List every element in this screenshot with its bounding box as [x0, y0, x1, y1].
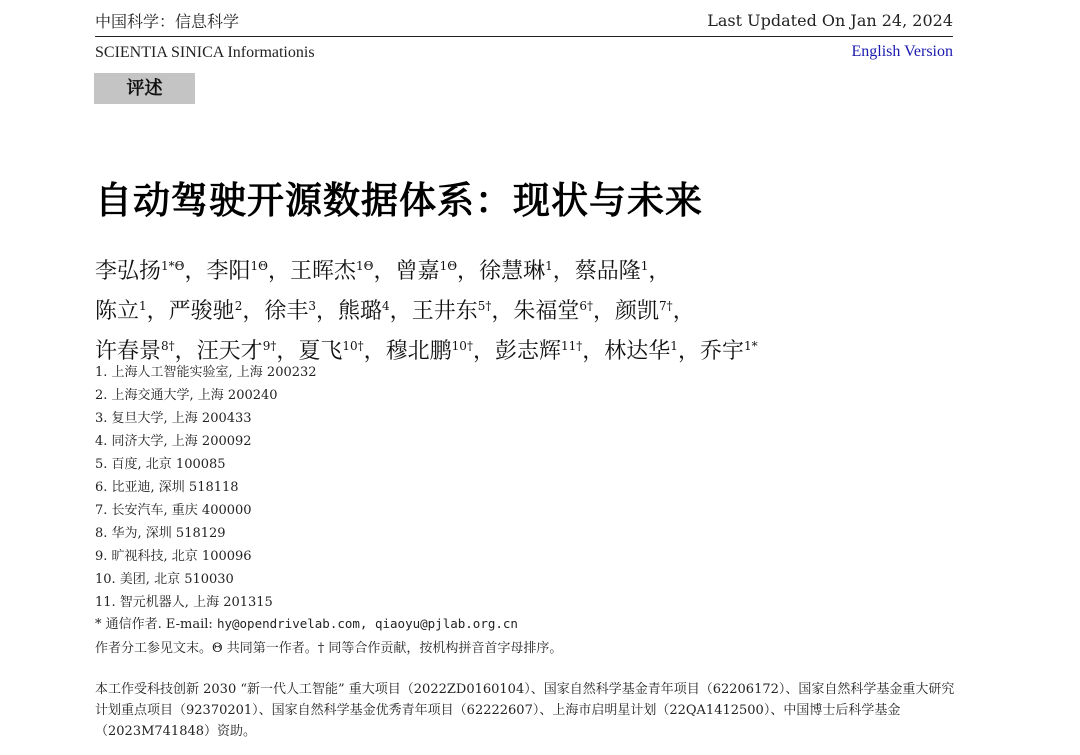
- author-affil-mark: 8†: [161, 339, 175, 353]
- corresponding-emails[interactable]: hy@opendrivelab.com, qiaoyu@pjlab.org.cn: [216, 616, 518, 631]
- affiliation-item: 5. 百度, 北京 100085: [95, 457, 226, 472]
- author-separator: ，: [389, 299, 412, 324]
- author-affil-mark: 11†: [560, 339, 583, 353]
- corresponding-author-note: [95, 613, 518, 632]
- journal-name-cn: 中国科学：信息科学: [95, 12, 240, 31]
- author-separator: ，: [316, 299, 339, 324]
- author-separator: ，: [268, 259, 291, 284]
- author-affil-mark: 2: [234, 299, 243, 313]
- affiliation-item: 8. 华为, 深圳 518129: [95, 526, 226, 541]
- author-affil-mark: 4: [382, 299, 390, 313]
- affiliation-item: 3. 复旦大学, 上海 200433: [95, 411, 252, 426]
- author-name: 严骏驰: [168, 299, 235, 324]
- affiliation-item: 10. 美团, 北京 510030: [95, 572, 234, 587]
- affiliation-item: 4. 同济大学, 上海 200092: [95, 434, 252, 449]
- affiliation-item: 2. 上海交通大学, 上海 200240: [95, 388, 278, 403]
- paper-title: 自动驾驶开源数据体系：现状与未来: [95, 179, 703, 222]
- author-affil-mark: 1: [640, 259, 649, 273]
- author-affil-mark: 1Θ: [356, 259, 374, 273]
- author-separator: ，: [242, 299, 265, 324]
- author-separator: ，: [672, 299, 695, 324]
- author-separator: ，: [677, 339, 700, 364]
- author-affil-mark: 1*Θ: [161, 259, 185, 273]
- author-separator: ，: [472, 339, 495, 364]
- author-name: 王井东: [411, 299, 478, 324]
- author-affil-mark: 5†: [477, 299, 492, 313]
- author-name: 夏飞: [298, 339, 343, 364]
- author-separator: ，: [582, 339, 605, 364]
- author-name: 蔡品隆: [574, 259, 641, 284]
- author-name: 汪天才: [196, 339, 263, 364]
- author-line: [95, 249, 758, 289]
- author-name: 徐丰: [264, 299, 309, 324]
- author-separator: ，: [184, 259, 207, 284]
- author-name: 乔宇: [699, 339, 744, 364]
- author-name: 王晖杰: [290, 259, 357, 284]
- author-name: 颜凯: [615, 299, 660, 324]
- author-separator: ，: [552, 259, 575, 284]
- author-separator: ，: [491, 299, 514, 324]
- last-updated: Last Updated On Jan 24, 2024: [707, 11, 953, 30]
- author-separator: ，: [174, 339, 197, 364]
- contribution-note: 作者分工参见文末。Θ 共同第一作者。† 同等合作贡献，按机构拼音首字母排序。: [95, 641, 563, 656]
- author-separator: ，: [593, 299, 616, 324]
- journal-name-en: SCIENTIA SINICA Informationis: [95, 44, 315, 61]
- affiliation-item: 7. 长安汽车, 重庆 400000: [95, 503, 252, 518]
- author-name: 朱福堂: [513, 299, 580, 324]
- header-rule: [95, 36, 953, 37]
- author-affil-mark: 1: [139, 299, 147, 313]
- author-name: 彭志辉: [494, 339, 561, 364]
- author-name: 林达华: [604, 339, 671, 364]
- author-line: [95, 289, 758, 329]
- author-name: 李阳: [206, 259, 251, 284]
- author-affil-mark: 1*: [743, 339, 758, 353]
- author-affil-mark: 9†: [262, 339, 277, 353]
- author-name: 徐慧琳: [479, 259, 546, 284]
- author-affil-mark: 10†: [342, 339, 364, 353]
- author-name: 曾嘉: [395, 259, 440, 284]
- corresponding-prefix: * 通信作者. E-mail:: [95, 617, 217, 632]
- author-affil-mark: 10†: [451, 339, 473, 353]
- affiliation-item: 9. 旷视科技, 北京 100096: [95, 549, 252, 564]
- affiliation-list: [95, 361, 317, 614]
- funding-note: 本工作受科技创新 2030 “新一代人工智能” 重大项目（2022ZD0160104）、国家自然科学基金青年项目（62206172）、国家自然科学基金重大研究计划重点项目（92370201）、国家自然科学基金优秀青年项目（62222607）、上海市启明星计划（22QA1412500）、中国博士后科学基金（2023M741848）资助。: [95, 682, 955, 739]
- author-separator: ，: [648, 259, 671, 284]
- author-name: 许春景: [95, 339, 162, 364]
- author-separator: ，: [373, 259, 396, 284]
- author-separator: ，: [363, 339, 386, 364]
- author-name: 李弘扬: [95, 259, 162, 284]
- affiliation-item: 11. 智元机器人, 上海 201315: [95, 595, 273, 610]
- author-name: 穆北鹏: [385, 339, 452, 364]
- author-list: [95, 249, 758, 369]
- author-affil-mark: 6†: [579, 299, 594, 313]
- affiliation-item: 6. 比亚迪, 深圳 518118: [95, 480, 239, 495]
- author-separator: ，: [276, 339, 299, 364]
- article-type-badge: 评述: [94, 73, 195, 104]
- author-affil-mark: 7†: [659, 299, 673, 313]
- affiliation-item: 1. 上海人工智能实验室, 上海 200232: [95, 365, 317, 380]
- author-separator: ，: [457, 259, 480, 284]
- author-separator: ，: [146, 299, 169, 324]
- author-affil-mark: 1Θ: [439, 259, 458, 273]
- author-affil-mark: 3: [308, 299, 316, 313]
- english-version-link[interactable]: English Version: [851, 43, 953, 60]
- author-name: 熊璐: [338, 299, 383, 324]
- author-name: 陈立: [95, 299, 140, 324]
- author-affil-mark: 1: [545, 259, 553, 273]
- author-affil-mark: 1Θ: [250, 259, 269, 273]
- author-affil-mark: 1: [670, 339, 678, 353]
